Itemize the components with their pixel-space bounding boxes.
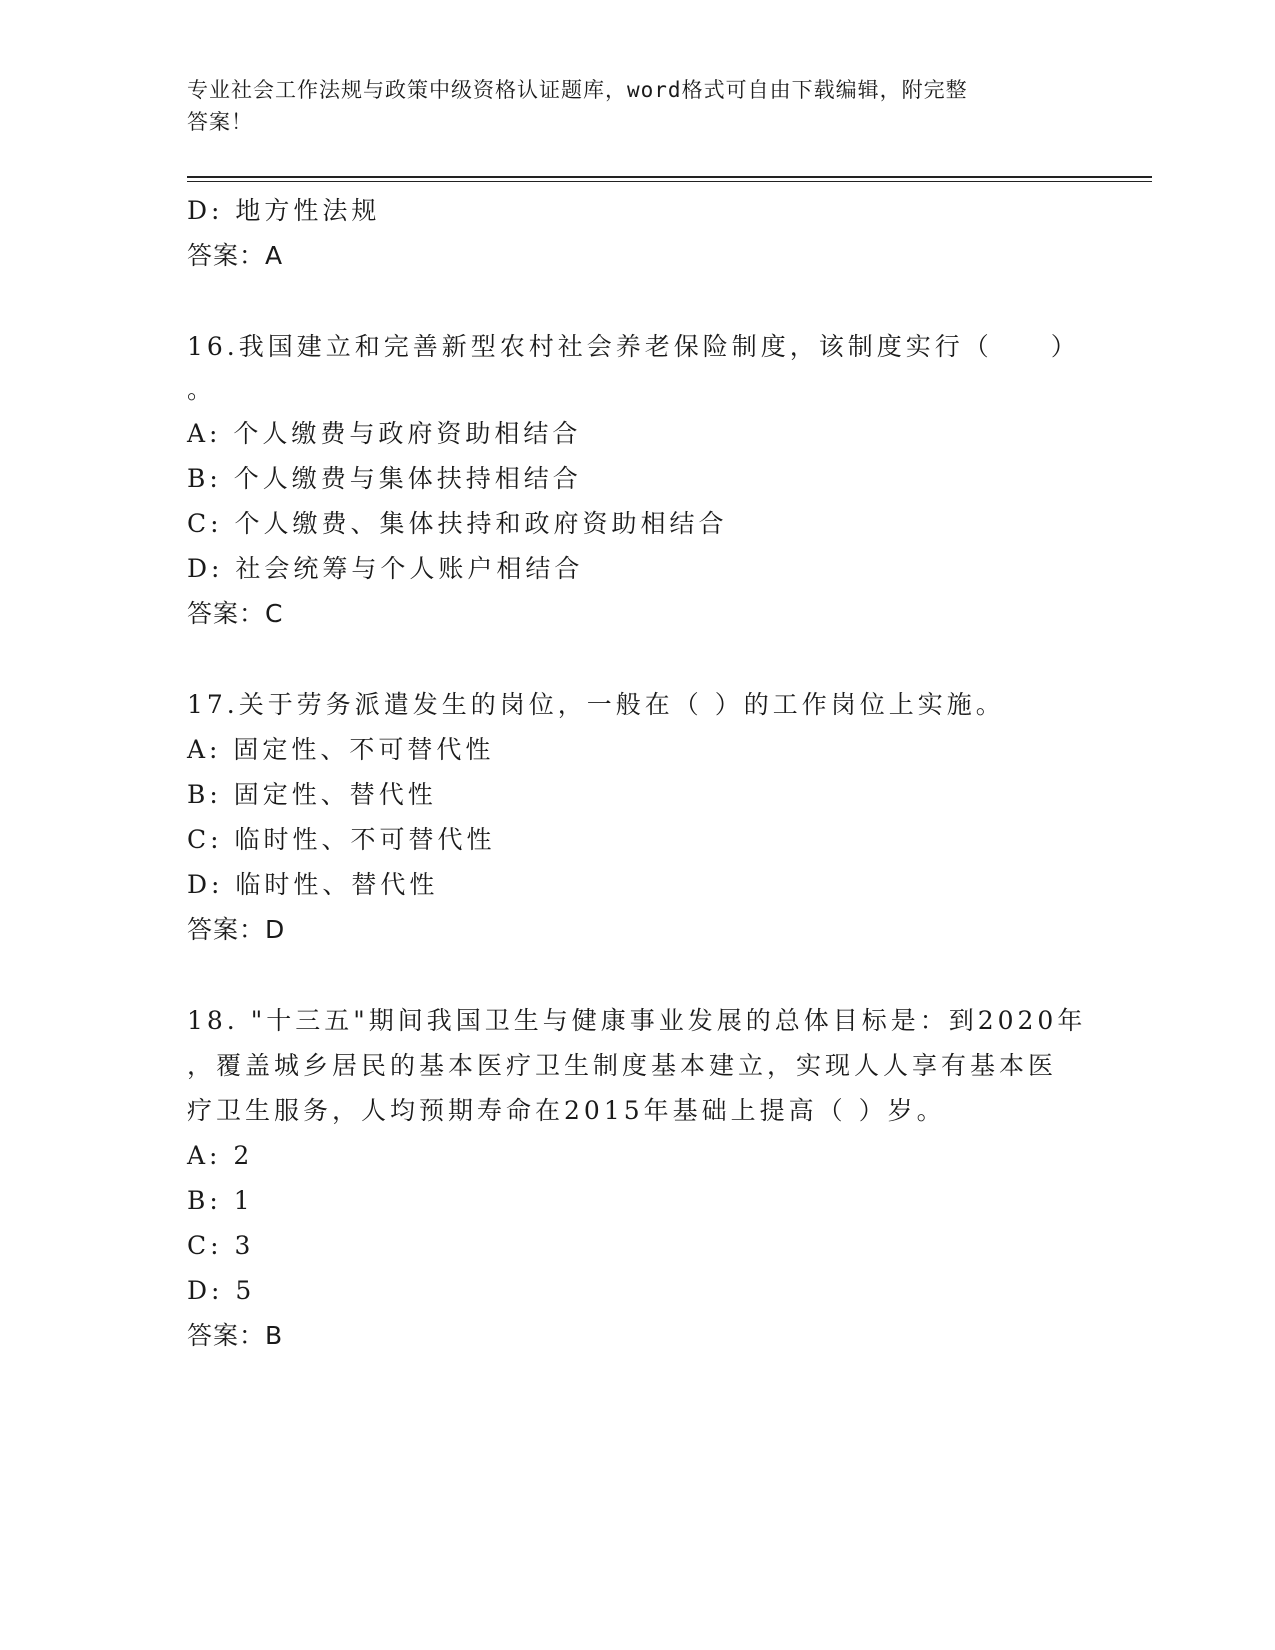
header-line-1: 专业社会工作法规与政策中级资格认证题库，word格式可自由下载编辑，附完整 — [187, 78, 968, 102]
option-d: D: 地方性法规 — [187, 196, 381, 225]
question-stem-line-1: 18. "十三五"期间我国卫生与健康事业发展的总体目标是：到2020年 — [187, 1006, 1087, 1035]
option-c: C: 个人缴费、集体扶持和政府资助相结合 — [187, 509, 728, 538]
option-d: D: 临时性、替代性 — [187, 870, 439, 899]
answer: 答案：B — [187, 1321, 284, 1350]
option-b: B: 个人缴费与集体扶持相结合 — [187, 464, 582, 493]
question-stem: 16.我国建立和完善新型农村社会养老保险制度，该制度实行（ ） — [187, 332, 1080, 361]
header-line-2: 答案！ — [187, 110, 253, 134]
page-header — [187, 74, 1067, 138]
header-rule-thick — [187, 176, 1152, 178]
question-16 — [187, 324, 1087, 636]
question-18 — [187, 998, 1087, 1358]
question-stem-line-2: ，覆盖城乡居民的基本医疗卫生制度基本建立，实现人人享有基本医 — [187, 1051, 1058, 1080]
option-c: C: 临时性、不可替代性 — [187, 825, 496, 854]
question-17 — [187, 682, 1087, 952]
header-rule-thin — [187, 181, 1152, 182]
option-d: D: 社会统筹与个人账户相结合 — [187, 554, 584, 583]
answer: 答案：C — [187, 599, 284, 628]
option-d: D: 5 — [187, 1276, 256, 1305]
option-b: B: 固定性、替代性 — [187, 780, 437, 809]
option-b: B: 1 — [187, 1186, 254, 1215]
question-stem-end: 。 — [187, 375, 213, 404]
option-a: A: 个人缴费与政府资助相结合 — [187, 419, 582, 448]
answer: 答案：D — [187, 915, 286, 944]
question-list — [187, 188, 1087, 1358]
question-stem: 17.关于劳务派遣发生的岗位，一般在（ ）的工作岗位上实施。 — [187, 690, 1005, 719]
answer: 答案：A — [187, 241, 284, 270]
option-c: C: 3 — [187, 1231, 255, 1260]
option-a: A: 固定性、不可替代性 — [187, 735, 495, 764]
question-stem-line-3: 疗卫生服务，人均预期寿命在2015年基础上提高（ ）岁。 — [187, 1096, 946, 1125]
option-a: A: 2 — [187, 1141, 254, 1170]
